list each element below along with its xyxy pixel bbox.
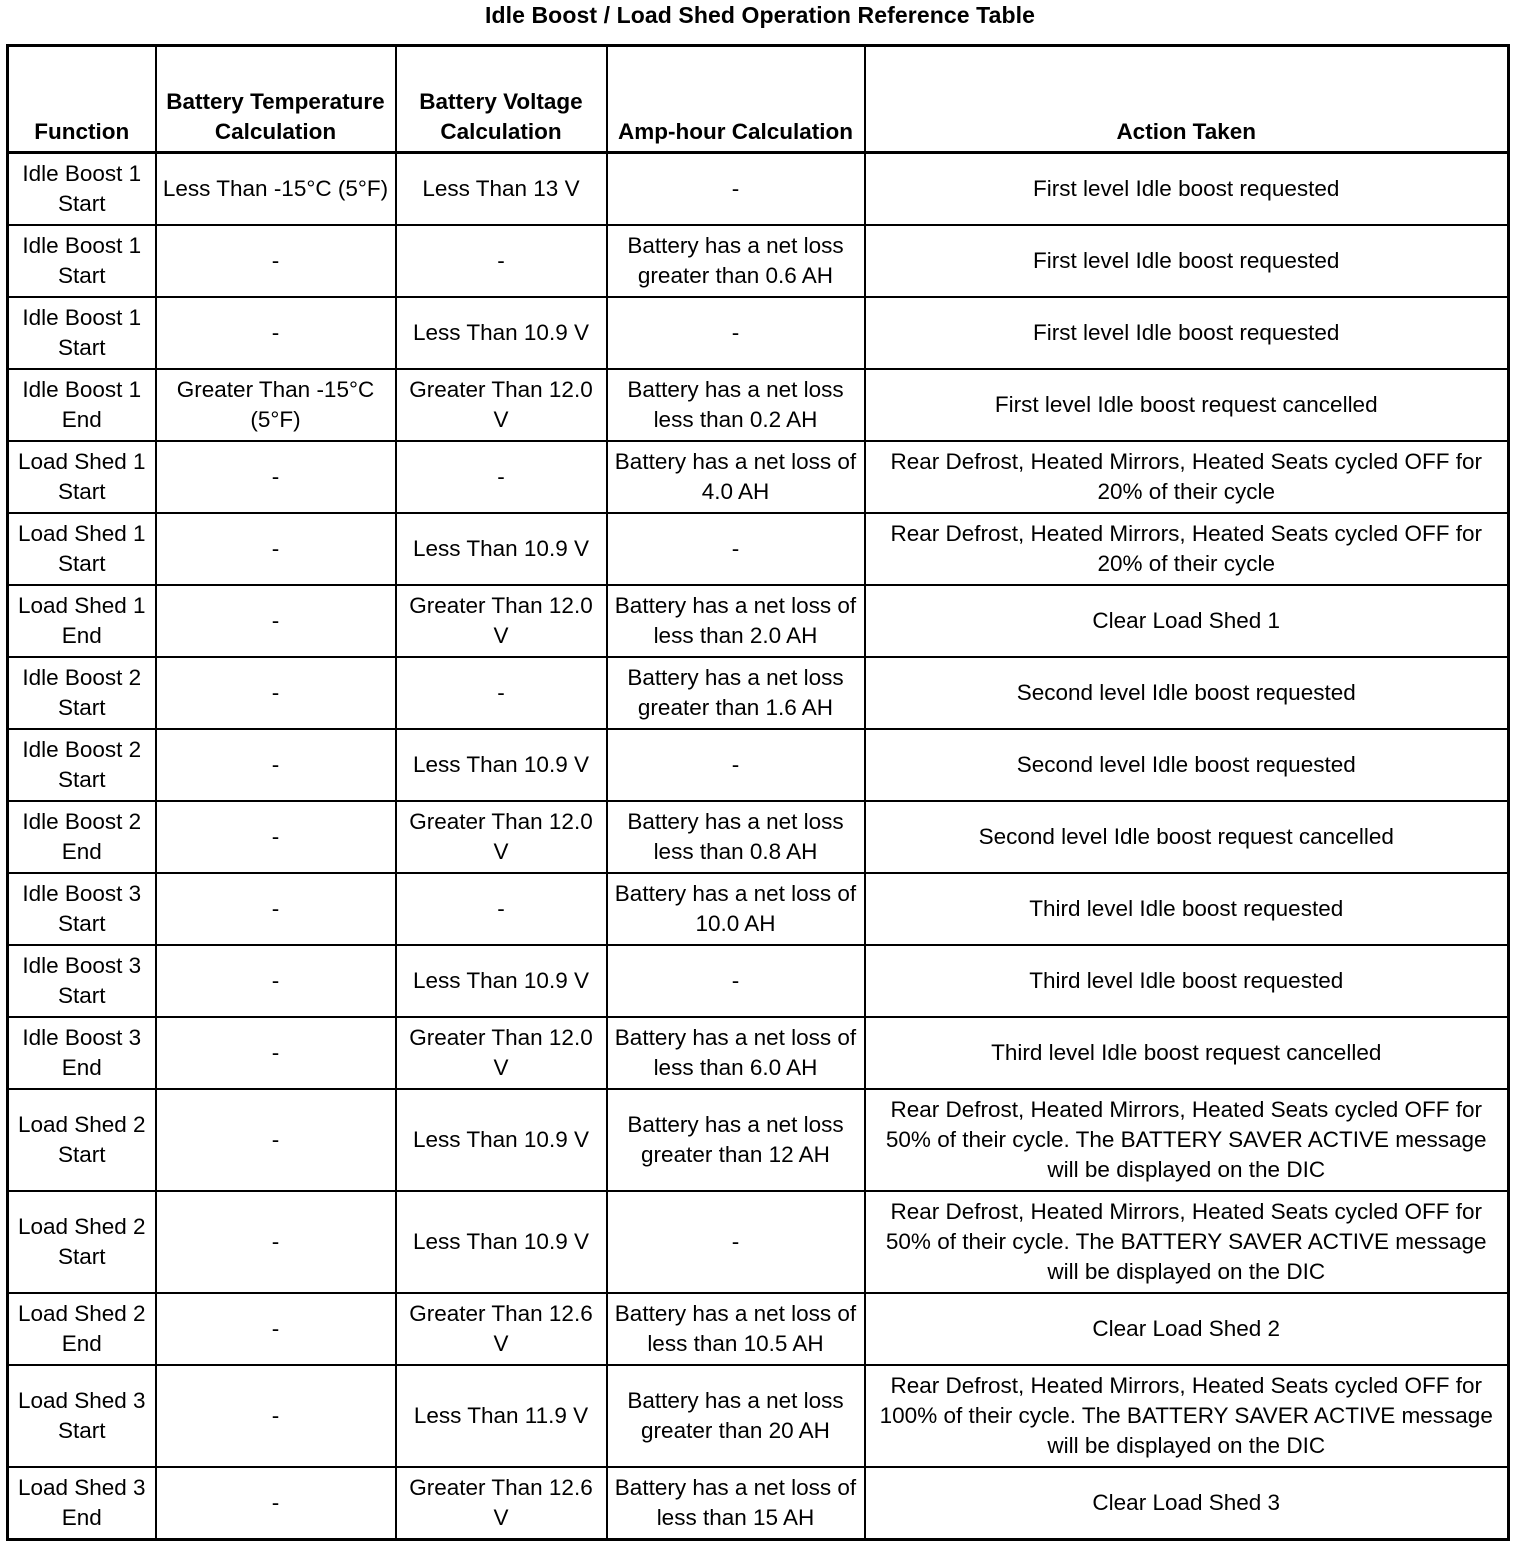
cell-voltage: Less Than 10.9 V xyxy=(396,729,607,801)
cell-function: Load Shed 3 End xyxy=(8,1467,156,1540)
cell-voltage: Less Than 10.9 V xyxy=(396,513,607,585)
cell-action: First level Idle boost requested xyxy=(865,153,1509,226)
cell-action: Second level Idle boost requested xyxy=(865,657,1509,729)
reference-table xyxy=(6,44,1510,1541)
table-row xyxy=(8,1191,1509,1293)
cell-amp-hour: Battery has a net loss less than 0.2 AH xyxy=(607,369,865,441)
cell-action: First level Idle boost request cancelled xyxy=(865,369,1509,441)
cell-action: Rear Defrost, Heated Mirrors, Heated Seats cycled OFF for 20% of their cycle xyxy=(865,513,1509,585)
cell-amp-hour: - xyxy=(607,729,865,801)
cell-voltage: Less Than 11.9 V xyxy=(396,1365,607,1467)
cell-temperature: - xyxy=(156,585,396,657)
cell-action: Rear Defrost, Heated Mirrors, Heated Seats cycled OFF for 20% of their cycle xyxy=(865,441,1509,513)
table-row xyxy=(8,945,1509,1017)
cell-temperature: Less Than -15°C (5°F) xyxy=(156,153,396,226)
cell-voltage: Less Than 13 V xyxy=(396,153,607,226)
cell-amp-hour: Battery has a net loss greater than 0.6 AH xyxy=(607,225,865,297)
table-row xyxy=(8,297,1509,369)
table-row xyxy=(8,801,1509,873)
cell-amp-hour: Battery has a net loss of 4.0 AH xyxy=(607,441,865,513)
cell-voltage: Less Than 10.9 V xyxy=(396,1191,607,1293)
table-row xyxy=(8,1365,1509,1467)
cell-action: Clear Load Shed 3 xyxy=(865,1467,1509,1540)
cell-temperature: - xyxy=(156,1467,396,1540)
cell-action: First level Idle boost requested xyxy=(865,225,1509,297)
cell-function: Load Shed 1 Start xyxy=(8,513,156,585)
header-action-taken: Action Taken xyxy=(865,46,1509,153)
cell-temperature: - xyxy=(156,1191,396,1293)
cell-voltage: - xyxy=(396,873,607,945)
cell-voltage: Greater Than 12.0 V xyxy=(396,801,607,873)
cell-amp-hour: Battery has a net loss greater than 12 AH xyxy=(607,1089,865,1191)
table-row xyxy=(8,585,1509,657)
cell-action: Rear Defrost, Heated Mirrors, Heated Seats cycled OFF for 50% of their cycle. The BATTERY SAVER ACTIVE message will be displayed on the DIC xyxy=(865,1191,1509,1293)
cell-amp-hour: Battery has a net loss of 10.0 AH xyxy=(607,873,865,945)
cell-function: Idle Boost 1 Start xyxy=(8,153,156,226)
cell-amp-hour: - xyxy=(607,1191,865,1293)
cell-function: Idle Boost 2 Start xyxy=(8,657,156,729)
header-amp-hour: Amp-hour Calculation xyxy=(607,46,865,153)
cell-temperature: - xyxy=(156,801,396,873)
cell-action: Second level Idle boost requested xyxy=(865,729,1509,801)
cell-action: Rear Defrost, Heated Mirrors, Heated Seats cycled OFF for 100% of their cycle. The BATTERY SAVER ACTIVE message will be displayed on the DIC xyxy=(865,1365,1509,1467)
cell-amp-hour: - xyxy=(607,945,865,1017)
cell-function: Load Shed 2 Start xyxy=(8,1191,156,1293)
cell-function: Load Shed 1 Start xyxy=(8,441,156,513)
cell-voltage: Greater Than 12.6 V xyxy=(396,1293,607,1365)
cell-amp-hour: Battery has a net loss of less than 15 AH xyxy=(607,1467,865,1540)
cell-voltage: Less Than 10.9 V xyxy=(396,297,607,369)
cell-temperature: - xyxy=(156,225,396,297)
cell-amp-hour: Battery has a net loss greater than 1.6 AH xyxy=(607,657,865,729)
cell-function: Idle Boost 1 Start xyxy=(8,297,156,369)
cell-temperature: - xyxy=(156,1089,396,1191)
cell-amp-hour: Battery has a net loss less than 0.8 AH xyxy=(607,801,865,873)
cell-function: Idle Boost 1 End xyxy=(8,369,156,441)
table-title: Idle Boost / Load Shed Operation Reference Table xyxy=(484,2,1036,28)
cell-temperature: - xyxy=(156,297,396,369)
table-row xyxy=(8,1017,1509,1089)
cell-action: Third level Idle boost request cancelled xyxy=(865,1017,1509,1089)
cell-voltage: Less Than 10.9 V xyxy=(396,945,607,1017)
cell-voltage: Less Than 10.9 V xyxy=(396,1089,607,1191)
cell-voltage: Greater Than 12.6 V xyxy=(396,1467,607,1540)
cell-temperature: - xyxy=(156,657,396,729)
table-row xyxy=(8,513,1509,585)
cell-temperature: - xyxy=(156,1017,396,1089)
table-row xyxy=(8,1089,1509,1191)
cell-action: Clear Load Shed 1 xyxy=(865,585,1509,657)
table-row xyxy=(8,369,1509,441)
cell-temperature: - xyxy=(156,441,396,513)
cell-temperature: - xyxy=(156,945,396,1017)
cell-action: First level Idle boost requested xyxy=(865,297,1509,369)
cell-amp-hour: Battery has a net loss of less than 10.5 AH xyxy=(607,1293,865,1365)
cell-function: Idle Boost 3 Start xyxy=(8,873,156,945)
cell-action: Clear Load Shed 2 xyxy=(865,1293,1509,1365)
cell-amp-hour: Battery has a net loss greater than 20 AH xyxy=(607,1365,865,1467)
cell-function: Idle Boost 2 Start xyxy=(8,729,156,801)
cell-function: Idle Boost 3 End xyxy=(8,1017,156,1089)
cell-voltage: - xyxy=(396,225,607,297)
header-row xyxy=(8,46,1509,153)
cell-action: Third level Idle boost requested xyxy=(865,873,1509,945)
cell-temperature: - xyxy=(156,1365,396,1467)
cell-function: Load Shed 1 End xyxy=(8,585,156,657)
cell-temperature: - xyxy=(156,513,396,585)
header-battery-voltage: Battery Voltage Calculation xyxy=(396,46,607,153)
cell-temperature: Greater Than -15°C (5°F) xyxy=(156,369,396,441)
cell-action: Second level Idle boost request cancelled xyxy=(865,801,1509,873)
cell-action: Rear Defrost, Heated Mirrors, Heated Seats cycled OFF for 50% of their cycle. The BATTERY SAVER ACTIVE message will be displayed on the DIC xyxy=(865,1089,1509,1191)
cell-voltage: Greater Than 12.0 V xyxy=(396,585,607,657)
cell-function: Idle Boost 1 Start xyxy=(8,225,156,297)
table-row xyxy=(8,153,1509,226)
cell-temperature: - xyxy=(156,729,396,801)
cell-amp-hour: Battery has a net loss of less than 2.0 AH xyxy=(607,585,865,657)
cell-function: Idle Boost 3 Start xyxy=(8,945,156,1017)
cell-function: Load Shed 2 Start xyxy=(8,1089,156,1191)
cell-function: Idle Boost 2 End xyxy=(8,801,156,873)
cell-action: Third level Idle boost requested xyxy=(865,945,1509,1017)
table-row xyxy=(8,657,1509,729)
cell-amp-hour: - xyxy=(607,513,865,585)
table-row xyxy=(8,873,1509,945)
table-row xyxy=(8,729,1509,801)
cell-amp-hour: - xyxy=(607,297,865,369)
header-function: Function xyxy=(8,46,156,153)
cell-temperature: - xyxy=(156,873,396,945)
table-row xyxy=(8,1467,1509,1540)
cell-amp-hour: - xyxy=(607,153,865,226)
header-battery-temperature: Battery Temperature Calculation xyxy=(156,46,396,153)
cell-voltage: - xyxy=(396,441,607,513)
cell-voltage: - xyxy=(396,657,607,729)
table-row xyxy=(8,441,1509,513)
table-row xyxy=(8,225,1509,297)
cell-amp-hour: Battery has a net loss of less than 6.0 AH xyxy=(607,1017,865,1089)
cell-voltage: Greater Than 12.0 V xyxy=(396,369,607,441)
cell-function: Load Shed 2 End xyxy=(8,1293,156,1365)
cell-voltage: Greater Than 12.0 V xyxy=(396,1017,607,1089)
cell-function: Load Shed 3 Start xyxy=(8,1365,156,1467)
table-row xyxy=(8,1293,1509,1365)
cell-temperature: - xyxy=(156,1293,396,1365)
